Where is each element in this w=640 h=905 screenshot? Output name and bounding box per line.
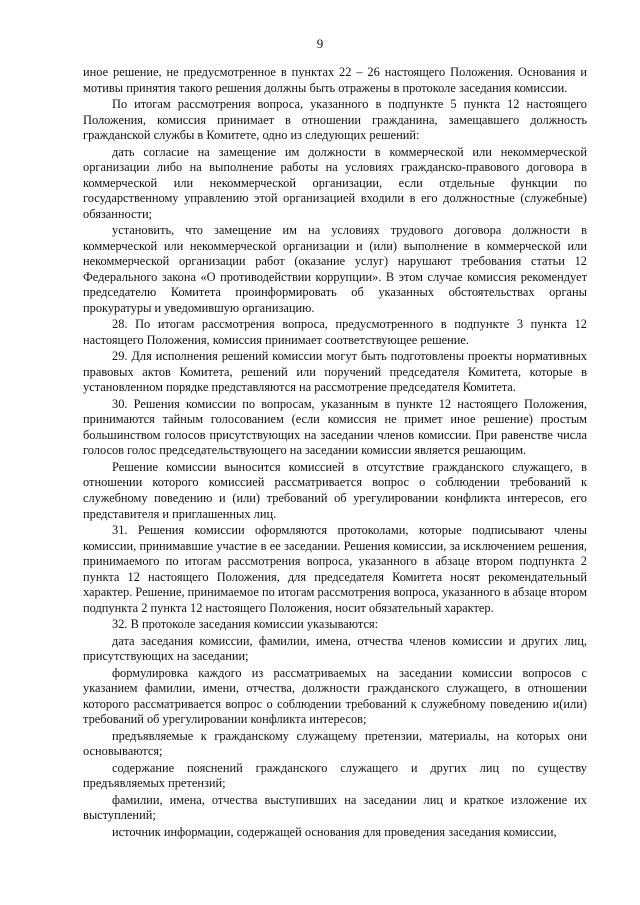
page-number: 9: [316, 36, 324, 51]
paragraph-item-30: 30. Решения комиссии по вопросам, указанным в пункте 12 настоящего Положения, принимаются тайным голосованием (если комиссия не примет иное решение) простым большинством голосов присутствующих на заседании членов комиссии. При равенстве числа голосов голос председательствующего на заседании комиссии является решающим.: [83, 396, 587, 458]
protocol-item-wording: формулировка каждого из рассматриваемых на заседании комиссии вопросов с указанием фамилии, имени, отчества, должности гражданского служащего, в отношении которого рассматривается вопрос о соблюдении требований к служебному поведению и(или) требований об урегулировании конфликта интересов;: [83, 665, 587, 727]
paragraph-continuation: иное решение, не предусмотренное в пунктах 22 – 26 настоящего Положения. Основания и мотивы принятия такого решения должны быть отражены в протоколе заседания комиссии.: [83, 65, 587, 95]
paragraph-item-29: 29. Для исполнения решений комиссии могут быть подготовлены проекты нормативных правовых актов Комитета, решений или поручений председателя Комитета, которые в установленном порядке представляются на рассмотрение председателя Комитета.: [83, 349, 587, 395]
protocol-item-source: источник информации, содержащей основания для проведения заседания комиссии,: [112, 824, 557, 839]
paragraph-item-28: 28. По итогам рассмотрения вопроса, предусмотренного в подпункте 3 пункта 12 настоящего Положения, комиссия принимает соответствующее решение.: [83, 317, 587, 347]
paragraph-item-32: 32. В протоколе заседания комиссии указываются:: [112, 617, 379, 632]
protocol-item-claims: предъявляемые к гражданскому служащему претензии, материалы, на которых они основываются;: [83, 728, 587, 759]
protocol-item-explanations: содержание пояснений гражданского служащего и других лиц по существу предъявляемых претензий;: [83, 760, 587, 791]
paragraph-decisions-intro: По итогам рассмотрения вопроса, указанного в подпункте 5 пункта 12 настоящего Положения, комиссия принимает в отношении гражданина, замещавшего должность гражданской службы в Комитете, одно из следующих решений:: [83, 96, 587, 143]
paragraph-item-30-absence: Решение комиссии выносится комиссией в отсутствие гражданского служащего, в отношении которого комиссией рассматривается вопрос о соблюдении требований к служебному поведению и (или) требований об урегулировании конфликта интересов, его представителя и приглашенных лиц.: [83, 459, 587, 521]
paragraph-item-31: 31. Решения комиссии оформляются протоколами, которые подписывают члены комиссии, принимавшие участие в ее заседании. Решения комиссии, за исключением решения, принимаемого по итогам рассмотрения вопроса, указанного в абзаце втором подпункта 2 пункта 12 настоящего Положения, для председателя Комитета носят рекомендательный характер. Решение, принимаемое по итогам рассмотрения вопроса, указанного в абзаце втором подпункта 2 пункта 12 настоящего Положения, носит обязательный характер.: [83, 522, 587, 615]
protocol-item-date: дата заседания комиссии, фамилии, имена, отчества членов комиссии и других лиц, присутствующих на заседании;: [83, 633, 587, 664]
protocol-item-speakers: фамилии, имена, отчества выступивших на заседании лиц и краткое изложение их выступлений;: [83, 792, 587, 823]
paragraph-decision-violation: установить, что замещение им на условиях трудового договора должности в коммерческой или некоммерческой организации и (или) выполнение в коммерческой или некоммерческой организации работ (оказание услуг) нарушают требования статьи 12 Федерального закона «О противодействии коррупции». В этом случае комиссия рекомендует председателю Комитета проинформировать об указанных обстоятельствах органы прокуратуры и уведомившую организацию.: [83, 223, 587, 315]
paragraph-decision-consent: дать согласие на замещение им должности в коммерческой или некоммерческой организации либо на выполнение работы на условиях гражданско-правового договора в коммерческой или некоммерческой организации, если отдельные функции по государственному управлению этой организацией входили в его должностные (служебные) обязанности;: [83, 144, 587, 221]
document-body: [83, 65, 587, 840]
